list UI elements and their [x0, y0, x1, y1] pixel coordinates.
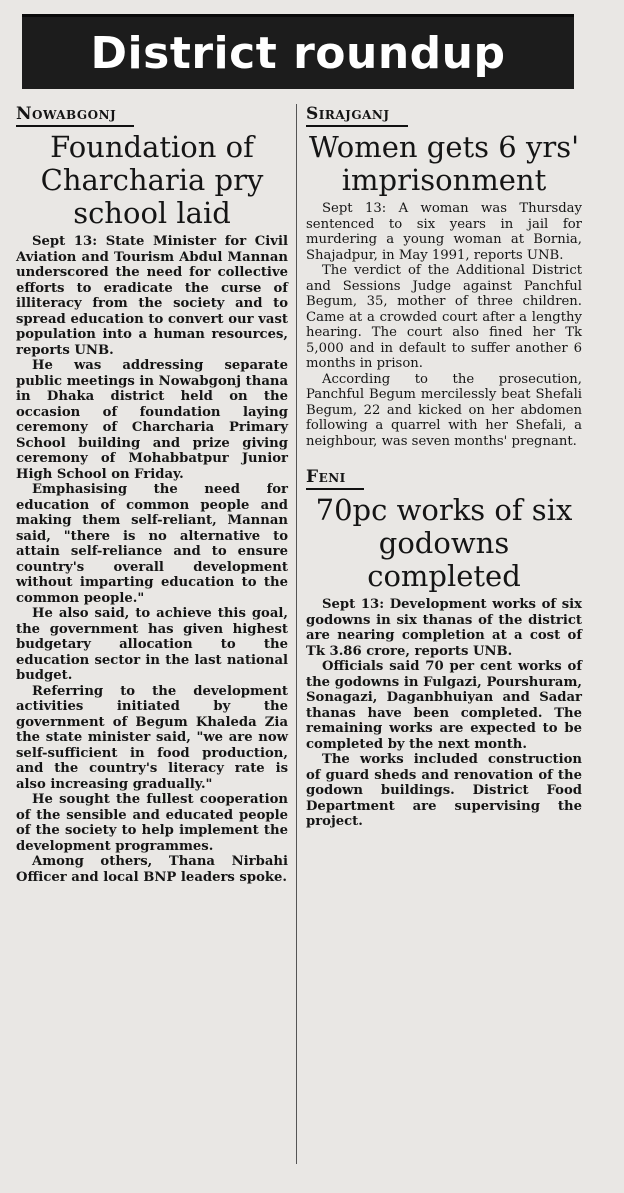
article-paragraph: Among others, Thana Nirbahi Officer and local BNP leaders spoke.: [16, 854, 288, 885]
article-paragraph: Sept 13: State Minister for Civil Aviation and Tourism Abdul Mannan underscored the need for collective efforts to eradicate the curse of illiteracy from the society and to spread education to convert our vast population into a human resources, reports UNB.: [16, 234, 288, 358]
section-title: District roundup: [90, 27, 506, 79]
column-divider: [296, 104, 297, 1164]
article-sirajganj: [306, 104, 582, 449]
section-masthead: [22, 14, 574, 89]
article-kicker: Sirajganj: [306, 104, 408, 127]
article-nowabgonj: [16, 104, 288, 885]
article-paragraph: He sought the fullest cooperation of the sensible and educated people of the society to help implement the development programmes.: [16, 792, 288, 854]
article-spacer: [306, 449, 582, 467]
article-paragraph: Referring to the development activities initiated by the government of Begum Khaleda Zia the state minister said, "we are now self-sufficient in food production, and the country's literacy rate is also increasing gradually.": [16, 683, 288, 792]
article-headline: Women gets 6 yrs' imprisonment: [308, 130, 580, 197]
article-paragraph: Officials said 70 per cent works of the godowns in Fulgazi, Pourshuram, Sonagazi, Daganbhuiyan and Sadar thanas have been completed. The remaining works are expected to be completed by the next month.: [306, 659, 582, 752]
right-column: [306, 104, 582, 830]
article-feni: [306, 467, 582, 830]
article-paragraph: He was addressing separate public meetings in Nowabgonj thana in Dhaka district held on the occasion of foundation laying ceremony of Charcharia Primary School building and prize giving ceremony of Mohabbatpur Junior High School on Friday.: [16, 358, 288, 482]
article-paragraph: Sept 13: Development works of six godowns in six thanas of the district are nearing completion at a cost of Tk 3.86 crore, reports UNB.: [306, 597, 582, 659]
article-kicker: Nowabgonj: [16, 104, 134, 127]
article-paragraph: The verdict of the Additional District and Sessions Judge against Panchful Begum, 35, mother of three children. Came at a crowded court after a lengthy hearing. The court also fined her Tk 5,000 and in default to suffer another 6 months in prison.: [306, 263, 582, 371]
article-paragraph: Sept 13: A woman was Thursday sentenced to six years in jail for murdering a young woman at Bornia, Shajadpur, in May 1991, reports UNB.: [306, 201, 582, 263]
article-kicker: Feni: [306, 467, 364, 490]
article-paragraph: Emphasising the need for education of common people and making them self-reliant, Mannan said, "there is no alternative to attain self-reliance and to ensure country's overall development without imparting education to the common people.": [16, 482, 288, 606]
article-paragraph: He also said, to achieve this goal, the government has given highest budgetary allocation to the education sector in the last national budget.: [16, 606, 288, 683]
article-headline: 70pc works of six godowns completed: [315, 493, 573, 593]
article-paragraph: The works included construction of guard sheds and renovation of the godown buildings. District Food Department are supervising the project.: [306, 752, 582, 829]
article-headline: Foundation of Charcharia pry school laid: [40, 130, 264, 230]
article-paragraph: According to the prosecution, Panchful Begum mercilessly beat Shefali Begum, 22 and kicked on her abdomen following a quarrel with her Shefali, a neighbour, was seven months' pregnant.: [306, 371, 582, 449]
